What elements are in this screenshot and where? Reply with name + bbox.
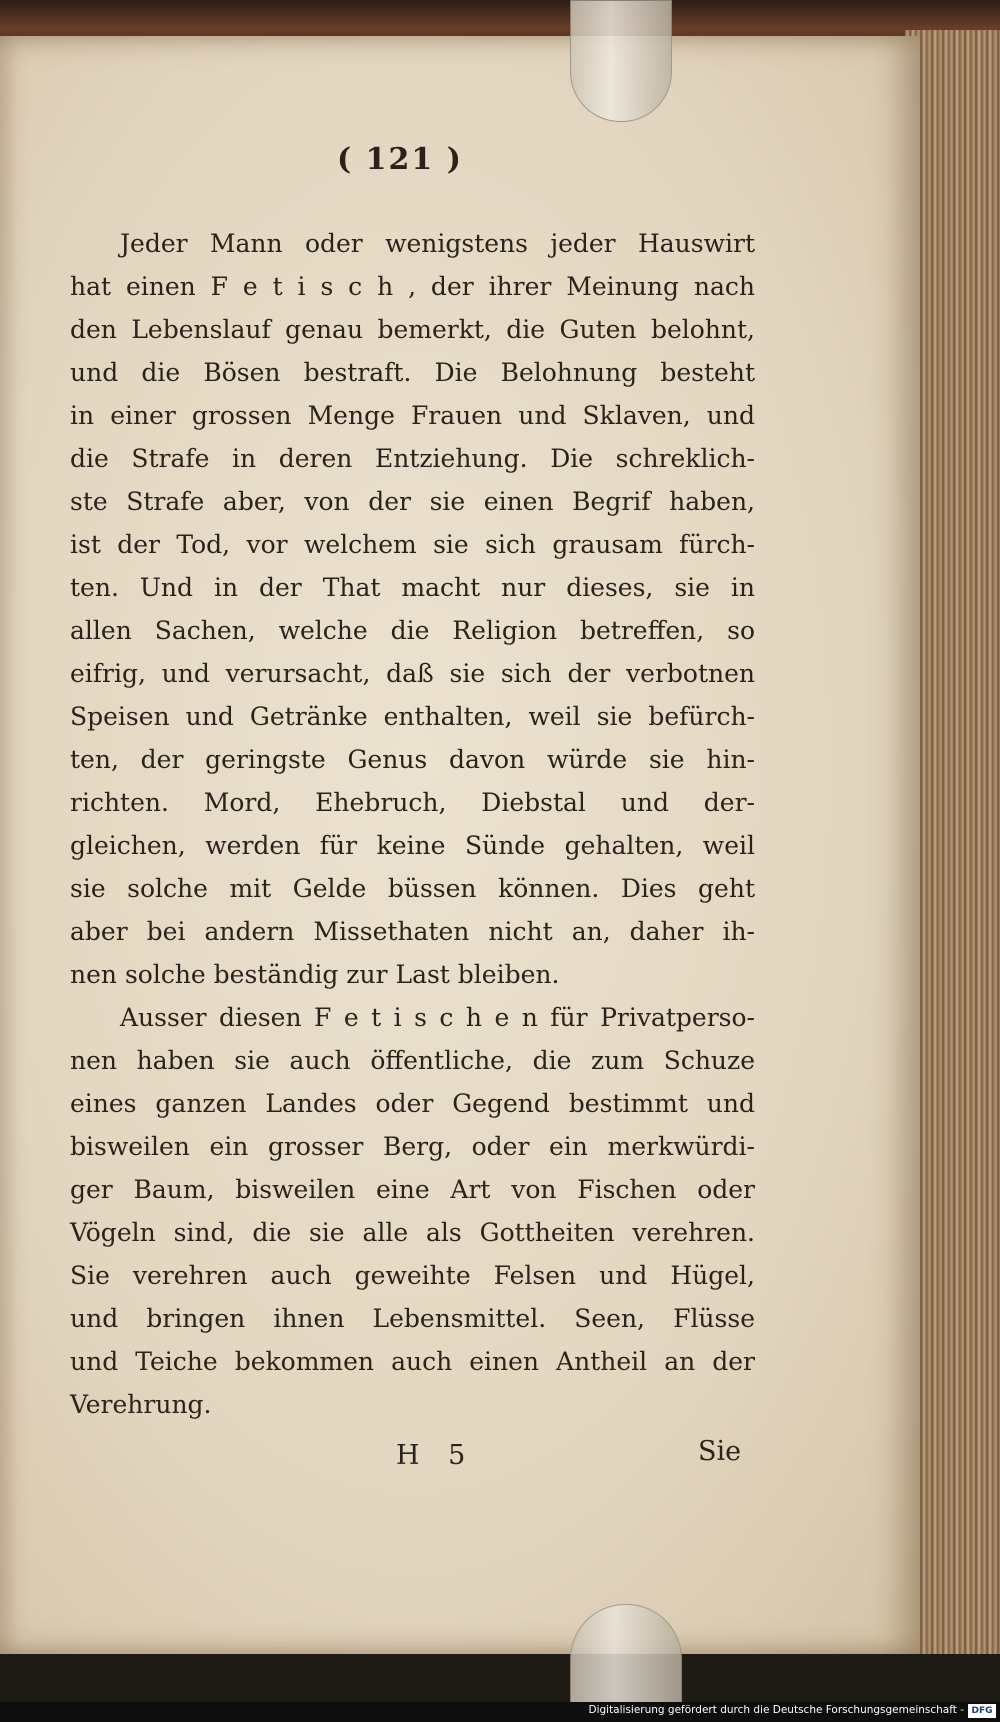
text-line: Sie verehren auch geweihte Felsen und Hügel, [70,1261,755,1290]
text-line: eifrig, und verursacht, daß sie sich der verbotnen [70,659,755,688]
text-line: Speisen und Getränke enthalten, weil sie befürch- [70,702,755,731]
text-line: Vögeln sind, die sie alle als Gottheiten verehren. [70,1218,755,1247]
text-line: hat einen F e t i s c h , der ihrer Meinung nach [70,272,755,301]
text-line: richten. Mord, Ehebruch, Diebstal und der- [70,788,755,817]
page-clip-top [570,0,672,122]
text-line: und die Bösen bestraft. Die Belohnung besteht [70,358,755,387]
text-line: nen solche beständig zur Last bleiben. [70,960,560,989]
text-line: sie solche mit Gelde büssen können. Dies geht [70,874,755,903]
text-line: bisweilen ein grosser Berg, oder ein merkwürdi- [70,1132,755,1161]
text-line: nen haben sie auch öffentliche, die zum Schuze [70,1046,755,1075]
text-line: und Teiche bekommen auch einen Antheil an der [70,1347,755,1376]
text-line: und bringen ihnen Lebensmittel. Seen, Flüsse [70,1304,755,1333]
text-line: Jeder Mann oder wenigstens jeder Hauswirt [120,229,755,258]
page-number: ( 121 ) [337,142,463,177]
text-line: ten. Und in der That macht nur dieses, sie in [70,573,755,602]
paragraph-1 [70,222,755,996]
dfg-logo: DFG [968,1704,996,1718]
text-line: allen Sachen, welche die Religion betreffen, so [70,616,755,645]
digitization-credit: Digitalisierung gefördert durch die Deutsche Forschungsgemeinschaft - [588,1704,964,1716]
text-line: den Lebenslauf genau bemerkt, die Guten belohnt, [70,315,755,344]
catchword: Sie [698,1436,742,1467]
text-line: aber bei andern Missethaten nicht an, daher ih- [70,917,755,946]
signature-mark: H 5 [396,1440,476,1471]
text-line: gleichen, werden für keine Sünde gehalten, weil [70,831,755,860]
text-line: in einer grossen Menge Frauen und Sklaven, und [70,401,755,430]
book-bottom-edge [0,1654,1000,1702]
text-line: die Strafe in deren Entziehung. Die schreklich- [70,444,755,473]
text-line: ste Strafe aber, von der sie einen Begrif haben, [70,487,755,516]
text-line: ger Baum, bisweilen eine Art von Fischen oder [70,1175,755,1204]
text-line: eines ganzen Landes oder Gegend bestimmt und [70,1089,755,1118]
text-line: ten, der geringste Genus davon würde sie hin- [70,745,755,774]
text-line: Verehrung. [70,1390,212,1419]
body-text [70,222,755,1426]
text-line: Ausser diesen F e t i s c h e n für Privatperso- [120,1003,755,1032]
paragraph-2 [70,996,755,1426]
text-line: ist der Tod, vor welchem sie sich grausam fürch- [70,530,755,559]
